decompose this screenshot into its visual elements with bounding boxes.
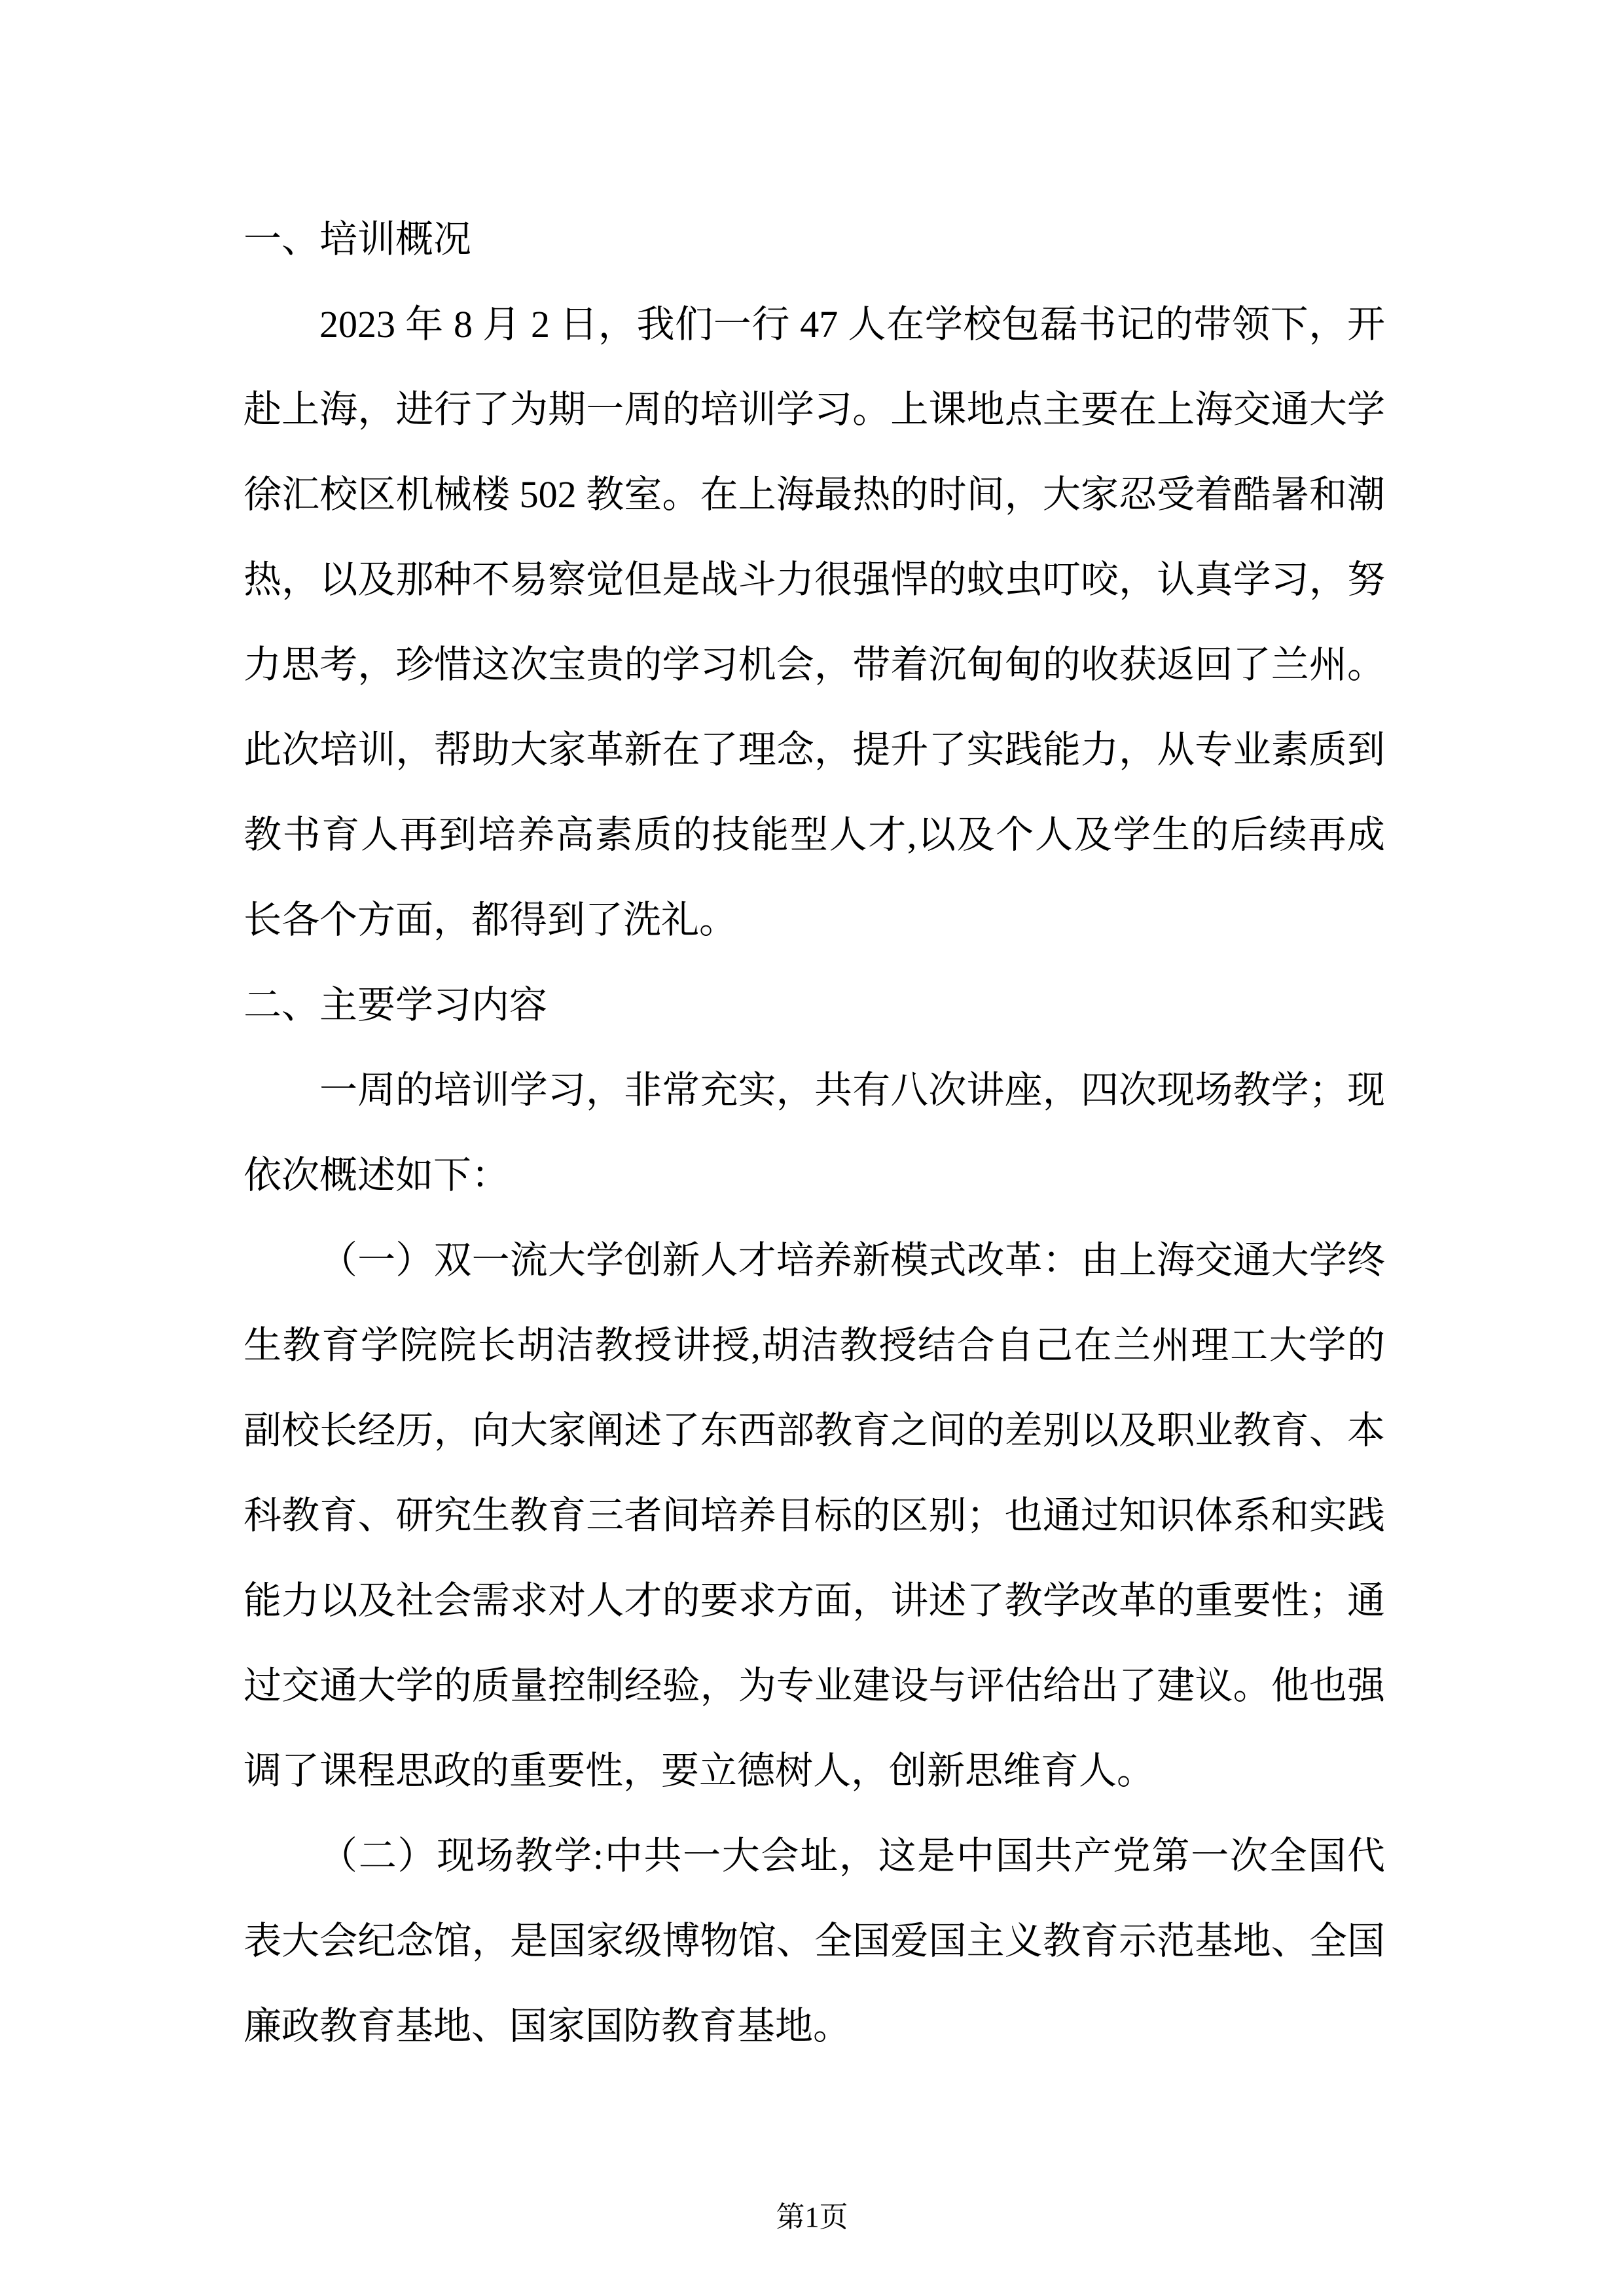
text-line: 调了课程思政的重要性，要立德树人，创新思维育人。	[244, 1749, 1155, 1792]
text-line: 2023 年 8 月 2 日，我们一行 47 人在学校包磊书记的带领下，开	[319, 303, 1385, 346]
text-line: 科教育、研究生教育三者间培养目标的区别；也通过知识体系和实践	[244, 1494, 1385, 1537]
text-line: 表大会纪念馆，是国家级博物馆、全国爱国主义教育示范基地、全国	[244, 1920, 1385, 1962]
body-paragraph	[244, 1218, 1385, 1814]
text-block	[244, 197, 1385, 2069]
text-line: 廉政教育基地、国家国防教育基地。	[244, 2005, 852, 2047]
text-line: 二、主要学习内容	[244, 984, 548, 1026]
text-line: 生教育学院院长胡洁教授讲授,胡洁教授结合自己在兰州理工大学的	[244, 1324, 1385, 1367]
text-line: 过交通大学的质量控制经验，为专业建设与评估给出了建议。他也强	[244, 1664, 1385, 1707]
section-heading	[244, 197, 1385, 282]
body-paragraph	[244, 1814, 1385, 2069]
page-number: 第1页	[776, 2201, 848, 2233]
text-line: （二）现场教学:中共一大会址，这是中国共产党第一次全国代	[319, 1835, 1385, 1877]
text-line: 此次培训，帮助大家革新在了理念，提升了实践能力，从专业素质到	[244, 728, 1385, 771]
text-line: 徐汇校区机械楼 502 教室。在上海最热的时间，大家忍受着酷暑和潮	[244, 473, 1385, 516]
text-line: （一）双一流大学创新人才培养新模式改革：由上海交通大学终	[319, 1239, 1385, 1282]
body-paragraph	[244, 282, 1385, 963]
text-line: 依次概述如下：	[244, 1154, 510, 1196]
text-line: 一周的培训学习，非常充实，共有八次讲座，四次现场教学；现	[319, 1069, 1385, 1111]
text-line: 长各个方面，都得到了洗礼。	[244, 899, 738, 941]
text-line: 一、培训概况	[244, 218, 472, 260]
text-line: 副校长经历，向大家阐述了东西部教育之间的差别以及职业教育、本	[244, 1409, 1385, 1452]
section-heading	[244, 963, 1385, 1048]
text-line: 赴上海，进行了为期一周的培训学习。上课地点主要在上海交通大学	[244, 388, 1385, 431]
text-line: 力思考，珍惜这次宝贵的学习机会，带着沉甸甸的收获返回了兰州。	[244, 643, 1385, 686]
text-line: 能力以及社会需求对人才的要求方面，讲述了教学改革的重要性；通	[244, 1579, 1385, 1622]
body-paragraph	[244, 1048, 1385, 1218]
text-line: 教书育人再到培养高素质的技能型人才,以及个人及学生的后续再成	[244, 814, 1385, 856]
text-line: 热，以及那种不易察觉但是战斗力很强悍的蚊虫叮咬，认真学习，努	[244, 558, 1385, 601]
